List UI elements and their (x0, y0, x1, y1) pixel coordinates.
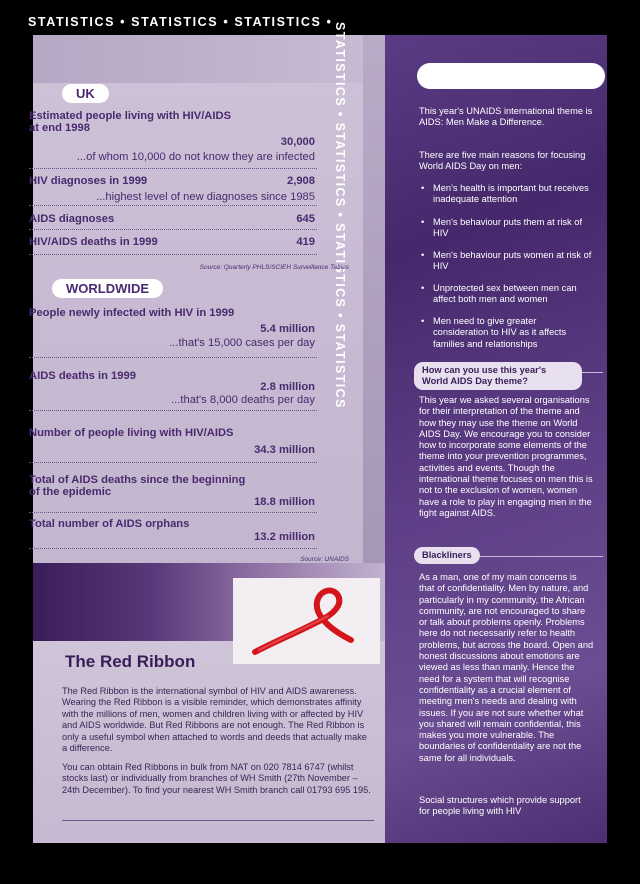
red-ribbon-rule (62, 820, 374, 821)
divider (29, 462, 317, 463)
red-ribbon-title: The Red Ribbon (65, 652, 196, 671)
worldwide-heading: WORLDWIDE (52, 279, 163, 298)
stat-label: HIV diagnoses in 1999 (29, 175, 148, 187)
red-ribbon-image (233, 578, 380, 664)
red-ribbon-para-2: You can obtain Red Ribbons in bulk from NAT on 020 7814 6747 (whilst stocks last) or individually from branches of WH Smith (27th November – 24th December). To find your nearest WH Smith branch call 01793 695 195. (62, 762, 371, 795)
statistics-banner (33, 35, 363, 83)
theme-intro: This year's UNAIDS international theme is AIDS: Men Make a Difference. (419, 106, 593, 128)
divider (29, 410, 317, 411)
stat-value: 419 (296, 236, 315, 248)
uk-heading: UK (62, 84, 109, 103)
right-header-pill (417, 63, 605, 89)
reason-item: • Unprotected sex between men can affect both men and women (421, 283, 577, 305)
world-row-orphans (29, 518, 315, 548)
world-row-new-infections (29, 307, 315, 351)
divider (29, 229, 317, 230)
reason-item: • Men's behaviour puts them at risk of HIV (421, 217, 583, 239)
uk-source: Source: Quarterly PHLS/SCIEH Surveillance Tables (199, 264, 349, 271)
statistics-vertical-strip (363, 35, 385, 563)
blackliners-text: As a man, one of my main concerns is that of confidentiality. Men by nature, and particularly in my community, the African community, are not encouraged to share or talk about problems openly. Problems here do not necessarily refer to health problems, but across the board. Open and honest discussions about emotions are viewed as less than manly. Hence the need for a system that will recognise confidentiality as a crucial element of meeting men's needs and dealing with issues. If you are not sure whether what you shared will remain confidential, this makes you more vulnerable. The boundaries of confidentiality are not the same for all individuals. (419, 572, 594, 763)
stat-value: 13.2 million (254, 531, 315, 543)
stat-note: ...of whom 10,000 do not know they are infected (76, 151, 315, 163)
statistics-vertical-text: STATISTICS • STATISTICS • STATISTICS • STATISTICS (333, 22, 347, 409)
stat-label-line2: at end 1998 (29, 122, 90, 134)
divider (29, 205, 317, 206)
worldwide-source: Source: UNAIDS (300, 556, 349, 563)
stat-note: ...highest level of new diagnoses since 1985 (96, 191, 315, 203)
theme-usage-text: This year we asked several organisations for their interpretation of the theme and how they may use the theme on World AIDS Day. We encourage you to consider how to incorporate some elements of the theme into your prevention programmes, activities and events. Though the international theme focuses on men this is not to the exclusion of women, women have a role to play in engaging men in the fight against AIDS. (419, 395, 593, 518)
stat-value: 34.3 million (254, 444, 315, 456)
red-ribbon-para-1: The Red Ribbon is the international symbol of HIV and AIDS awareness. Wearing the Red Ribbon is a visible reminder, which demonstrates affinity with the millions of men, women and children living with or affected by HIV and AIDS worldwide. But Red Ribbons are not enough. The Red Ribbon is only a useful symbol when attached to words and deeds that actually make a difference. (62, 686, 367, 754)
stat-label: HIV/AIDS deaths in 1999 (29, 236, 158, 248)
uk-row-diagnoses (29, 175, 315, 205)
stat-value: 645 (296, 213, 315, 225)
stat-label: Total of AIDS deaths since the beginning (29, 474, 246, 486)
reason-item: • Men's health is important but receives inadequate attention (421, 183, 589, 205)
stat-value: 2.8 million (260, 381, 315, 393)
blackliners-heading: Blackliners (414, 547, 480, 564)
stat-label: AIDS diagnoses (29, 213, 115, 225)
question-theme: How can you use this year's World AIDS Day theme? (414, 362, 582, 390)
world-row-total-deaths (29, 474, 315, 510)
statistics-banner-text: STATISTICS • STATISTICS • STATISTICS • (28, 15, 333, 29)
stat-label: Total number of AIDS orphans (29, 518, 190, 530)
world-row-deaths (29, 370, 315, 414)
divider (29, 548, 317, 549)
divider (29, 357, 317, 358)
world-row-living (29, 427, 315, 457)
uk-row-living (29, 110, 315, 163)
stat-label-line2: of the epidemic (29, 486, 112, 498)
uk-row-aids-diagnoses (29, 213, 315, 227)
reasons-intro: There are five main reasons for focusing World AIDS Day on men: (419, 150, 586, 172)
stat-value: 5.4 million (260, 323, 315, 335)
stat-value: 30,000 (280, 136, 315, 148)
stat-note: ...that's 8,000 deaths per day (171, 394, 315, 406)
divider (29, 254, 317, 255)
stat-label: Number of people living with HIV/AIDS (29, 427, 234, 439)
stat-value: 2,908 (287, 175, 315, 187)
stat-label: Estimated people living with HIV/AIDS (29, 110, 232, 122)
uk-row-deaths (29, 236, 315, 250)
red-ribbon-icon (233, 578, 380, 664)
stat-label: AIDS deaths in 1999 (29, 370, 136, 382)
reason-item: • Men need to give greater consideration to HIV as it affects families and relationships (421, 316, 567, 349)
divider (29, 168, 317, 169)
divider (29, 512, 317, 513)
stat-note: ...that's 15,000 cases per day (169, 337, 315, 349)
stat-label: People newly infected with HIV in 1999 (29, 307, 235, 319)
social-structures-text: Social structures which provide support for people living with HIV (419, 795, 581, 817)
stat-value: 18.8 million (254, 496, 315, 508)
reason-item: • Men's behaviour puts women at risk of HIV (421, 250, 592, 272)
